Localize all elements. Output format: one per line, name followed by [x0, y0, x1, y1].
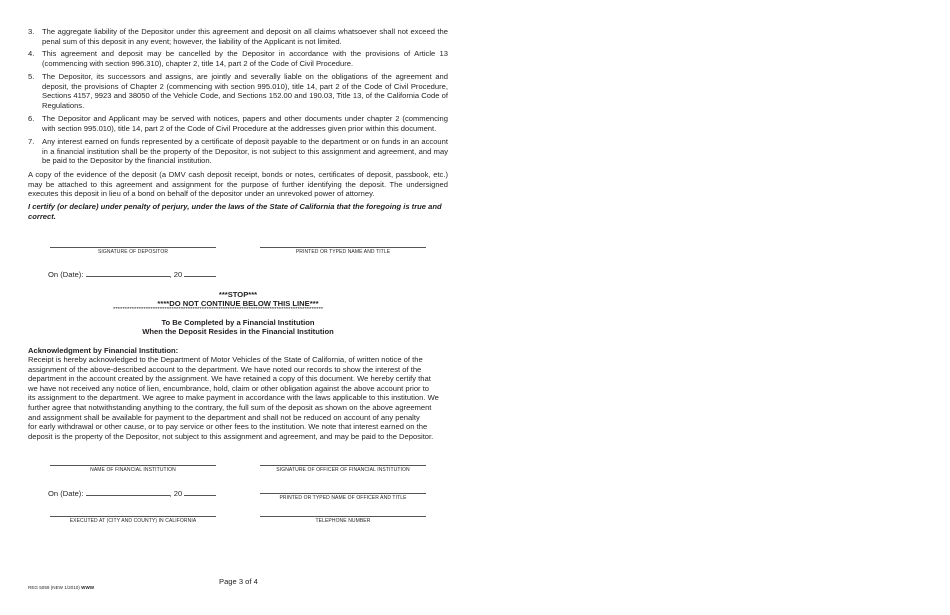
list-item-number: 5. [28, 72, 35, 81]
acknowledgment-heading: Acknowledgment by Financial Institution: [28, 346, 179, 355]
penalty-of-perjury-statement: I certify (or declare) under penalty of perjury, under the laws of the State of California that the foregoing is true and correct. [28, 202, 442, 221]
form-id-code: REG 5059 (NEW 1/2010) [28, 585, 80, 590]
acknowledgment-line: for early withdrawal or other cause, or to pay service or other fees to the institution. We note that interest earned on the [28, 422, 428, 432]
officer-signature-label: SIGNATURE OF OFFICER OF FINANCIAL INSTITUTION [276, 467, 410, 473]
financial-institution-name-label: NAME OF FINANCIAL INSTITUTION [90, 467, 176, 473]
officer-printed-name-label: PRINTED OR TYPED NAME OF OFFICER AND TITLE [279, 495, 407, 501]
depositor-signature-line[interactable] [50, 247, 216, 248]
officer-printed-name-line[interactable] [260, 493, 426, 494]
year-entry-line[interactable] [184, 488, 216, 496]
form-id-suffix: WWW [81, 585, 95, 590]
list-item-text: The aggregate liability of the Depositor under this agreement and deposit on all claims whatsoever shall not exceed the penal sum of this deposit in any event; however, the liability of the Applicant is not limited. [42, 27, 448, 46]
printed-name-title-line[interactable] [260, 247, 426, 248]
stop-heading: ***STOP*** [218, 290, 258, 299]
list-item-number: 3. [28, 27, 35, 36]
executed-at-label: EXECUTED AT (CITY AND COUNTY) IN CALIFORNIA [69, 518, 197, 524]
list-item-number: 4. [28, 49, 35, 58]
list-item-number: 6. [28, 114, 35, 123]
list-item-3 [28, 27, 448, 46]
list-item-text: Any interest earned on funds represented by a certificate of deposit payable to the department or on funds in an account in a financial institution shall be the property of the Depositor, is not subject to this assignment and agreement, and may be paid to the Depositor by the financial institution. [42, 137, 448, 166]
list-item-7 [28, 137, 448, 166]
do-not-continue-heading: ****DO NOT CONTINUE BELOW THIS LINE*** [157, 299, 319, 308]
financial-institution-name-line[interactable] [50, 465, 216, 466]
year-label: , 20 [169, 270, 183, 279]
depositor-date-field [48, 269, 216, 279]
date-entry-line[interactable] [86, 488, 170, 496]
year-label: , 20 [169, 489, 183, 498]
telephone-line[interactable] [260, 516, 426, 517]
completion-heading-line1: To Be Completed by a Financial Institution [161, 318, 315, 327]
acknowledgment-body [28, 355, 448, 441]
completion-heading-line2: When the Deposit Resides in the Financial Institution [142, 327, 334, 336]
date-label: On (Date): [48, 489, 84, 498]
list-item-number: 7. [28, 137, 35, 146]
institution-date-field [48, 488, 216, 498]
evidence-copy-paragraph: A copy of the evidence of the deposit (a DMV cash deposit receipt, bonds or notes, certificates of deposit, passbook, etc.) may be attached to this agreement and assignment for the purpose of further identifying the deposit. The undersigned executes this deposit in lieu of a bond on behalf of the depositor under an unrevoked power of attorney. [28, 170, 448, 199]
executed-at-line[interactable] [50, 516, 216, 517]
form-id [28, 585, 94, 590]
acknowledgment-line: Receipt is hereby acknowledged to the Department of Motor Vehicles of the State of California, of written notice of the [28, 355, 423, 364]
list-item-4 [28, 49, 448, 68]
page-number: Page 3 of 4 [219, 577, 258, 586]
date-label: On (Date): [48, 270, 84, 279]
list-item-text: The Depositor and Applicant may be served with notices, papers and other documents under chapter 2 (commencing with section 995.010), title 14, part 2 of the Code of Civil Procedure at the addresses given prior within this document. [42, 114, 448, 133]
list-item-text: The Depositor, its successors and assigns, are jointly and severally liable on the obligations of the agreement and deposit, the provisions of Chapter 2 (commencing with section 995.010), title 14, part 2 of the Code of Civil Procedure, Sections 4157, 9923 and 38050 of the Vehicle Code, and Sections 152.00 and 190.03, Title 13, of the California Code of Regulations. [42, 72, 448, 110]
telephone-label: TELEPHONE NUMBER [315, 518, 371, 524]
year-entry-line[interactable] [184, 269, 216, 277]
stop-divider-stars: ****************************************************************************************** [113, 307, 324, 313]
acknowledgment-line: and assignment shall be available for payment to the department and shall not be reduced on account of any penalty [28, 412, 420, 422]
list-item-text: This agreement and deposit may be cancelled by the Depositor in accordance with the provisions of Article 13 (commencing with section 996.310), chapter 2, title 14, part 2 of the Code of Civil Procedure. [42, 49, 448, 68]
acknowledgment-line: we have not received any notice of lien, encumbrance, hold, claim or other obligation against the above account prior to [28, 383, 430, 393]
acknowledgment-line: deposit is the property of the Depositor, not subject to this assignment and agreement, and may be paid to the Depositor. [28, 431, 434, 441]
acknowledgment-line: assignment of the above-described account to the department. We have noted our records to show the interest of the [28, 364, 422, 374]
acknowledgment-line: department in the account created by the assignment. We have retained a copy of this document. We hereby certify that [28, 374, 431, 384]
printed-name-title-label: PRINTED OR TYPED NAME AND TITLE [295, 249, 391, 255]
officer-signature-line[interactable] [260, 465, 426, 466]
list-item-6 [28, 114, 448, 133]
acknowledgment-line: its assignment to the department. We agree to make payment in accordance with the laws applicable to this institution. We [28, 393, 439, 403]
list-item-5 [28, 72, 448, 110]
depositor-signature-label: SIGNATURE OF DEPOSITOR [97, 249, 169, 255]
date-entry-line[interactable] [86, 269, 170, 277]
acknowledgment-line: further agree that notwithstanding anything to the contrary, the full sum of the deposit as shown on the above agreement [28, 402, 432, 412]
